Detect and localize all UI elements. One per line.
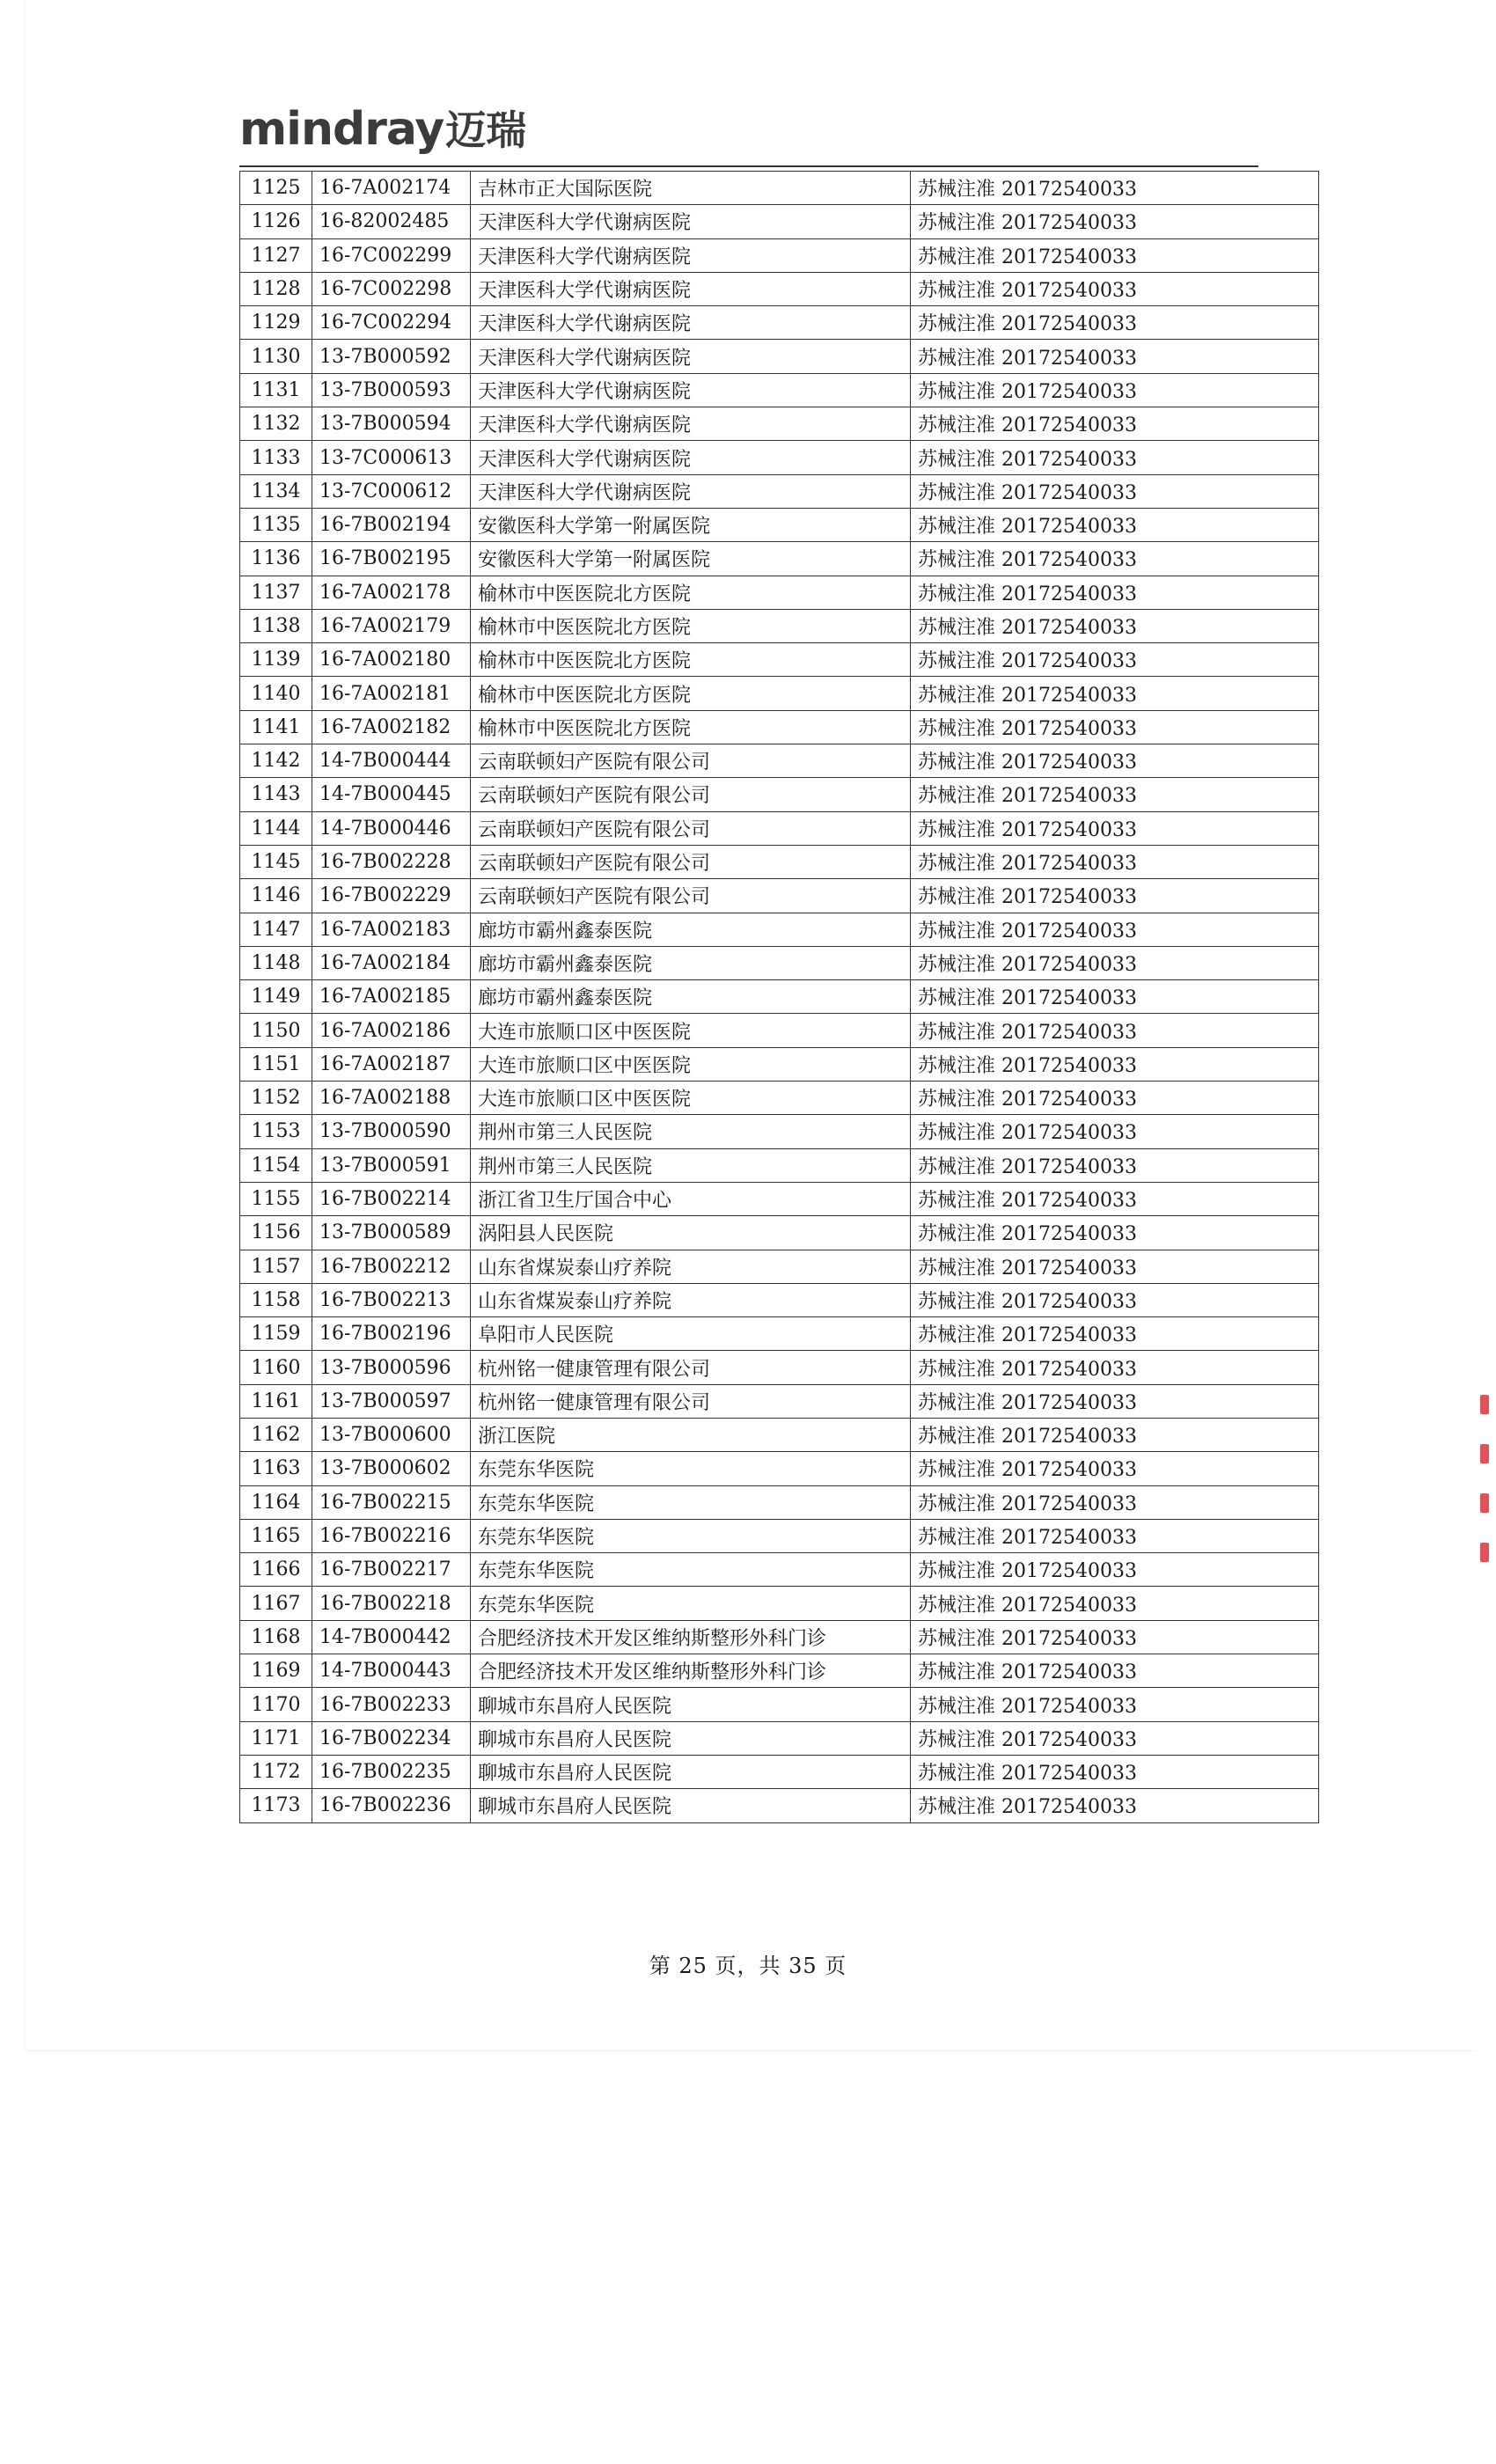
institution-cell: 聊城市东昌府人民医院 — [471, 1721, 911, 1755]
table-row — [240, 1553, 1319, 1587]
serial-number-cell: 16-7C002298 — [312, 272, 471, 305]
row-number-cell: 1130 — [240, 340, 312, 373]
registration-cell: 苏械注准 20172540033 — [911, 1014, 1319, 1047]
table-row — [240, 677, 1319, 710]
row-number-cell: 1173 — [240, 1789, 312, 1822]
row-number-cell: 1160 — [240, 1351, 312, 1384]
row-number-cell: 1131 — [240, 373, 312, 407]
table-row — [240, 1755, 1319, 1788]
row-number-cell: 1138 — [240, 609, 312, 642]
table-row — [240, 508, 1319, 541]
table-row — [240, 1283, 1319, 1316]
serial-number-cell: 13-7B000591 — [312, 1148, 471, 1182]
serial-number-cell: 13-7B000597 — [312, 1384, 471, 1418]
serial-number-cell: 16-7B002214 — [312, 1182, 471, 1215]
registration-cell: 苏械注准 20172540033 — [911, 441, 1319, 474]
institution-cell: 聊城市东昌府人民医院 — [471, 1755, 911, 1788]
row-number-cell: 1156 — [240, 1216, 312, 1250]
registration-cell: 苏械注准 20172540033 — [911, 508, 1319, 541]
serial-number-cell: 16-7A002185 — [312, 980, 471, 1014]
device-registration-table — [239, 171, 1319, 1823]
serial-number-cell: 13-7B000596 — [312, 1351, 471, 1384]
institution-cell: 榆林市中医医院北方医院 — [471, 677, 911, 710]
table-row — [240, 1721, 1319, 1755]
institution-cell: 杭州铭一健康管理有限公司 — [471, 1351, 911, 1384]
serial-number-cell: 13-7C000612 — [312, 474, 471, 508]
registration-cell: 苏械注准 20172540033 — [911, 980, 1319, 1014]
row-number-cell: 1170 — [240, 1688, 312, 1721]
registration-cell: 苏械注准 20172540033 — [911, 1317, 1319, 1351]
table-row — [240, 1182, 1319, 1215]
table-row — [240, 1216, 1319, 1250]
row-number-cell: 1125 — [240, 172, 312, 205]
registration-cell: 苏械注准 20172540033 — [911, 205, 1319, 238]
serial-number-cell: 13-7B000602 — [312, 1452, 471, 1485]
registration-cell: 苏械注准 20172540033 — [911, 1418, 1319, 1451]
institution-cell: 天津医科大学代谢病医院 — [471, 474, 911, 508]
institution-cell: 榆林市中医医院北方医院 — [471, 710, 911, 744]
table-row — [240, 1148, 1319, 1182]
institution-cell: 阜阳市人民医院 — [471, 1317, 911, 1351]
row-number-cell: 1136 — [240, 542, 312, 576]
registration-cell: 苏械注准 20172540033 — [911, 1654, 1319, 1688]
registration-cell: 苏械注准 20172540033 — [911, 643, 1319, 677]
row-number-cell: 1151 — [240, 1047, 312, 1081]
serial-number-cell: 16-7B002216 — [312, 1519, 471, 1552]
table-row — [240, 1789, 1319, 1822]
row-number-cell: 1129 — [240, 306, 312, 340]
row-number-cell: 1128 — [240, 272, 312, 305]
registration-cell: 苏械注准 20172540033 — [911, 1688, 1319, 1721]
serial-number-cell: 13-7B000590 — [312, 1115, 471, 1148]
row-number-cell: 1134 — [240, 474, 312, 508]
institution-cell: 大连市旅顺口区中医医院 — [471, 1082, 911, 1115]
table-row — [240, 1047, 1319, 1081]
serial-number-cell: 13-7B000593 — [312, 373, 471, 407]
table-row — [240, 306, 1319, 340]
institution-cell: 云南联顿妇产医院有限公司 — [471, 879, 911, 913]
serial-number-cell: 14-7B000444 — [312, 744, 471, 778]
serial-number-cell: 16-7B002215 — [312, 1485, 471, 1519]
table-row — [240, 845, 1319, 878]
serial-number-cell: 16-7B002235 — [312, 1755, 471, 1788]
institution-cell: 杭州铭一健康管理有限公司 — [471, 1384, 911, 1418]
mindray-logo — [239, 99, 526, 160]
institution-cell: 云南联顿妇产医院有限公司 — [471, 778, 911, 811]
row-number-cell: 1164 — [240, 1485, 312, 1519]
table-row — [240, 980, 1319, 1014]
row-number-cell: 1169 — [240, 1654, 312, 1688]
table-row — [240, 373, 1319, 407]
row-number-cell: 1172 — [240, 1755, 312, 1788]
institution-cell: 云南联顿妇产医院有限公司 — [471, 744, 911, 778]
institution-cell: 东莞东华医院 — [471, 1587, 911, 1620]
registration-cell: 苏械注准 20172540033 — [911, 811, 1319, 845]
table-row — [240, 609, 1319, 642]
row-number-cell: 1137 — [240, 576, 312, 609]
registration-cell: 苏械注准 20172540033 — [911, 1082, 1319, 1115]
row-number-cell: 1166 — [240, 1553, 312, 1587]
institution-cell: 合肥经济技术开发区维纳斯整形外科门诊 — [471, 1620, 911, 1654]
registration-cell: 苏械注准 20172540033 — [911, 1047, 1319, 1081]
institution-cell: 天津医科大学代谢病医院 — [471, 205, 911, 238]
row-number-cell: 1141 — [240, 710, 312, 744]
institution-cell: 天津医科大学代谢病医院 — [471, 306, 911, 340]
institution-cell: 东莞东华医院 — [471, 1553, 911, 1587]
institution-cell: 安徽医科大学第一附属医院 — [471, 542, 911, 576]
row-number-cell: 1126 — [240, 205, 312, 238]
table-row — [240, 407, 1319, 441]
table-row — [240, 1688, 1319, 1721]
registration-cell: 苏械注准 20172540033 — [911, 272, 1319, 305]
institution-cell: 荆州市第三人民医院 — [471, 1115, 911, 1148]
registration-cell: 苏械注准 20172540033 — [911, 710, 1319, 744]
seal-stamp-fragment — [1480, 1395, 1492, 1624]
serial-number-cell: 16-7B002234 — [312, 1721, 471, 1755]
table-row — [240, 542, 1319, 576]
institution-cell: 天津医科大学代谢病医院 — [471, 441, 911, 474]
institution-cell: 荆州市第三人民医院 — [471, 1148, 911, 1182]
serial-number-cell: 16-7A002174 — [312, 172, 471, 205]
table-row — [240, 238, 1319, 272]
serial-number-cell: 16-7B002229 — [312, 879, 471, 913]
serial-number-cell: 14-7B000446 — [312, 811, 471, 845]
row-number-cell: 1157 — [240, 1250, 312, 1283]
serial-number-cell: 13-7B000600 — [312, 1418, 471, 1451]
table-row — [240, 879, 1319, 913]
registration-cell: 苏械注准 20172540033 — [911, 576, 1319, 609]
serial-number-cell: 14-7B000445 — [312, 778, 471, 811]
table-row — [240, 811, 1319, 845]
registration-cell: 苏械注准 20172540033 — [911, 845, 1319, 878]
registration-cell: 苏械注准 20172540033 — [911, 340, 1319, 373]
institution-cell: 涡阳县人民医院 — [471, 1216, 911, 1250]
logo-chinese-name: 迈瑞 — [445, 106, 527, 154]
table-row — [240, 1519, 1319, 1552]
institution-cell: 榆林市中医医院北方医院 — [471, 576, 911, 609]
registration-cell: 苏械注准 20172540033 — [911, 1384, 1319, 1418]
registration-cell: 苏械注准 20172540033 — [911, 1721, 1319, 1755]
serial-number-cell: 16-7A002180 — [312, 643, 471, 677]
serial-number-cell: 16-7B002213 — [312, 1283, 471, 1316]
registration-cell: 苏械注准 20172540033 — [911, 879, 1319, 913]
serial-number-cell: 13-7B000592 — [312, 340, 471, 373]
table-row — [240, 1654, 1319, 1688]
serial-number-cell: 13-7B000589 — [312, 1216, 471, 1250]
row-number-cell: 1132 — [240, 407, 312, 441]
institution-cell: 云南联顿妇产医院有限公司 — [471, 845, 911, 878]
row-number-cell: 1154 — [240, 1148, 312, 1182]
serial-number-cell: 16-7B002218 — [312, 1587, 471, 1620]
serial-number-cell: 16-7C002294 — [312, 306, 471, 340]
serial-number-cell: 13-7B000594 — [312, 407, 471, 441]
table-row — [240, 1384, 1319, 1418]
registration-cell: 苏械注准 20172540033 — [911, 474, 1319, 508]
registration-cell: 苏械注准 20172540033 — [911, 913, 1319, 946]
row-number-cell: 1147 — [240, 913, 312, 946]
row-number-cell: 1139 — [240, 643, 312, 677]
row-number-cell: 1167 — [240, 1587, 312, 1620]
registration-cell: 苏械注准 20172540033 — [911, 1283, 1319, 1316]
institution-cell: 廊坊市霸州鑫泰医院 — [471, 913, 911, 946]
serial-number-cell: 16-7B002212 — [312, 1250, 471, 1283]
table-row — [240, 441, 1319, 474]
table-row — [240, 272, 1319, 305]
serial-number-cell: 16-82002485 — [312, 205, 471, 238]
serial-number-cell: 16-7A002187 — [312, 1047, 471, 1081]
institution-cell: 合肥经济技术开发区维纳斯整形外科门诊 — [471, 1654, 911, 1688]
table-row — [240, 1485, 1319, 1519]
serial-number-cell: 16-7A002186 — [312, 1014, 471, 1047]
row-number-cell: 1140 — [240, 677, 312, 710]
table-row — [240, 474, 1319, 508]
row-number-cell: 1155 — [240, 1182, 312, 1215]
institution-cell: 大连市旅顺口区中医医院 — [471, 1047, 911, 1081]
institution-cell: 天津医科大学代谢病医院 — [471, 407, 911, 441]
registration-cell: 苏械注准 20172540033 — [911, 1519, 1319, 1552]
institution-cell: 天津医科大学代谢病医院 — [471, 340, 911, 373]
registration-cell: 苏械注准 20172540033 — [911, 172, 1319, 205]
serial-number-cell: 16-7B002196 — [312, 1317, 471, 1351]
registration-cell: 苏械注准 20172540033 — [911, 306, 1319, 340]
institution-cell: 山东省煤炭泰山疗养院 — [471, 1283, 911, 1316]
row-number-cell: 1152 — [240, 1082, 312, 1115]
institution-cell: 天津医科大学代谢病医院 — [471, 272, 911, 305]
serial-number-cell: 16-7A002179 — [312, 609, 471, 642]
registration-cell: 苏械注准 20172540033 — [911, 238, 1319, 272]
institution-cell: 吉林市正大国际医院 — [471, 172, 911, 205]
row-number-cell: 1135 — [240, 508, 312, 541]
row-number-cell: 1158 — [240, 1283, 312, 1316]
table-row — [240, 1317, 1319, 1351]
serial-number-cell: 16-7B002228 — [312, 845, 471, 878]
registration-cell: 苏械注准 20172540033 — [911, 1755, 1319, 1788]
institution-cell: 廊坊市霸州鑫泰医院 — [471, 946, 911, 979]
institution-cell: 安徽医科大学第一附属医院 — [471, 508, 911, 541]
table-row — [240, 1452, 1319, 1485]
table-row — [240, 1351, 1319, 1384]
registration-cell: 苏械注准 20172540033 — [911, 1620, 1319, 1654]
row-number-cell: 1146 — [240, 879, 312, 913]
table-row — [240, 205, 1319, 238]
institution-cell: 廊坊市霸州鑫泰医院 — [471, 980, 911, 1014]
row-number-cell: 1144 — [240, 811, 312, 845]
table-row — [240, 710, 1319, 744]
table-row — [240, 576, 1319, 609]
institution-cell: 山东省煤炭泰山疗养院 — [471, 1250, 911, 1283]
row-number-cell: 1161 — [240, 1384, 312, 1418]
institution-cell: 榆林市中医医院北方医院 — [471, 643, 911, 677]
row-number-cell: 1168 — [240, 1620, 312, 1654]
row-number-cell: 1165 — [240, 1519, 312, 1552]
registration-cell: 苏械注准 20172540033 — [911, 1553, 1319, 1587]
row-number-cell: 1159 — [240, 1317, 312, 1351]
table-row — [240, 946, 1319, 979]
row-number-cell: 1145 — [240, 845, 312, 878]
table-row — [240, 1014, 1319, 1047]
serial-number-cell: 16-7B002236 — [312, 1789, 471, 1822]
institution-cell: 大连市旅顺口区中医医院 — [471, 1014, 911, 1047]
row-number-cell: 1162 — [240, 1418, 312, 1451]
table-row — [240, 1620, 1319, 1654]
registration-cell: 苏械注准 20172540033 — [911, 1485, 1319, 1519]
registration-cell: 苏械注准 20172540033 — [911, 1182, 1319, 1215]
serial-number-cell: 16-7A002184 — [312, 946, 471, 979]
table-row — [240, 913, 1319, 946]
registration-cell: 苏械注准 20172540033 — [911, 1250, 1319, 1283]
row-number-cell: 1149 — [240, 980, 312, 1014]
table-row — [240, 1250, 1319, 1283]
serial-number-cell: 16-7B002233 — [312, 1688, 471, 1721]
serial-number-cell: 16-7B002217 — [312, 1553, 471, 1587]
registration-cell: 苏械注准 20172540033 — [911, 1789, 1319, 1822]
serial-number-cell: 14-7B000442 — [312, 1620, 471, 1654]
logo-wordmark: mindray — [239, 103, 444, 156]
serial-number-cell: 16-7A002183 — [312, 913, 471, 946]
table-row — [240, 778, 1319, 811]
row-number-cell: 1133 — [240, 441, 312, 474]
page-number: 第 25 页，共 35 页 — [649, 1954, 847, 1978]
serial-number-cell: 16-7A002182 — [312, 710, 471, 744]
registration-cell: 苏械注准 20172540033 — [911, 677, 1319, 710]
serial-number-cell: 16-7B002194 — [312, 508, 471, 541]
table-row — [240, 643, 1319, 677]
table-row — [240, 1115, 1319, 1148]
row-number-cell: 1142 — [240, 744, 312, 778]
institution-cell: 聊城市东昌府人民医院 — [471, 1688, 911, 1721]
row-number-cell: 1127 — [240, 238, 312, 272]
registration-cell: 苏械注准 20172540033 — [911, 1452, 1319, 1485]
row-number-cell: 1150 — [240, 1014, 312, 1047]
table-row — [240, 744, 1319, 778]
registration-cell: 苏械注准 20172540033 — [911, 609, 1319, 642]
registration-cell: 苏械注准 20172540033 — [911, 946, 1319, 979]
registration-cell: 苏械注准 20172540033 — [911, 407, 1319, 441]
row-number-cell: 1148 — [240, 946, 312, 979]
institution-cell: 云南联顿妇产医院有限公司 — [471, 811, 911, 845]
row-number-cell: 1143 — [240, 778, 312, 811]
serial-number-cell: 16-7A002181 — [312, 677, 471, 710]
table-row — [240, 1587, 1319, 1620]
registration-cell: 苏械注准 20172540033 — [911, 778, 1319, 811]
table-row — [240, 1418, 1319, 1451]
registration-cell: 苏械注准 20172540033 — [911, 1216, 1319, 1250]
table-row — [240, 340, 1319, 373]
row-number-cell: 1171 — [240, 1721, 312, 1755]
registration-cell: 苏械注准 20172540033 — [911, 373, 1319, 407]
table-body — [240, 172, 1319, 1823]
institution-cell: 浙江省卫生厅国合中心 — [471, 1182, 911, 1215]
institution-cell: 榆林市中医医院北方医院 — [471, 609, 911, 642]
institution-cell: 天津医科大学代谢病医院 — [471, 238, 911, 272]
serial-number-cell: 16-7A002178 — [312, 576, 471, 609]
institution-cell: 东莞东华医院 — [471, 1485, 911, 1519]
serial-number-cell: 14-7B000443 — [312, 1654, 471, 1688]
table-row — [240, 172, 1319, 205]
serial-number-cell: 16-7B002195 — [312, 542, 471, 576]
serial-number-cell: 16-7A002188 — [312, 1082, 471, 1115]
serial-number-cell: 16-7C002299 — [312, 238, 471, 272]
registration-cell: 苏械注准 20172540033 — [911, 1587, 1319, 1620]
institution-cell: 浙江医院 — [471, 1418, 911, 1451]
row-number-cell: 1163 — [240, 1452, 312, 1485]
table-row — [240, 1082, 1319, 1115]
registration-cell: 苏械注准 20172540033 — [911, 542, 1319, 576]
institution-cell: 东莞东华医院 — [471, 1452, 911, 1485]
registration-cell: 苏械注准 20172540033 — [911, 1148, 1319, 1182]
registration-cell: 苏械注准 20172540033 — [911, 744, 1319, 778]
institution-cell: 天津医科大学代谢病医院 — [471, 373, 911, 407]
serial-number-cell: 13-7C000613 — [312, 441, 471, 474]
header-divider — [239, 165, 1258, 167]
institution-cell: 东莞东华医院 — [471, 1519, 911, 1552]
registration-cell: 苏械注准 20172540033 — [911, 1115, 1319, 1148]
institution-cell: 聊城市东昌府人民医院 — [471, 1789, 911, 1822]
registration-cell: 苏械注准 20172540033 — [911, 1351, 1319, 1384]
row-number-cell: 1153 — [240, 1115, 312, 1148]
